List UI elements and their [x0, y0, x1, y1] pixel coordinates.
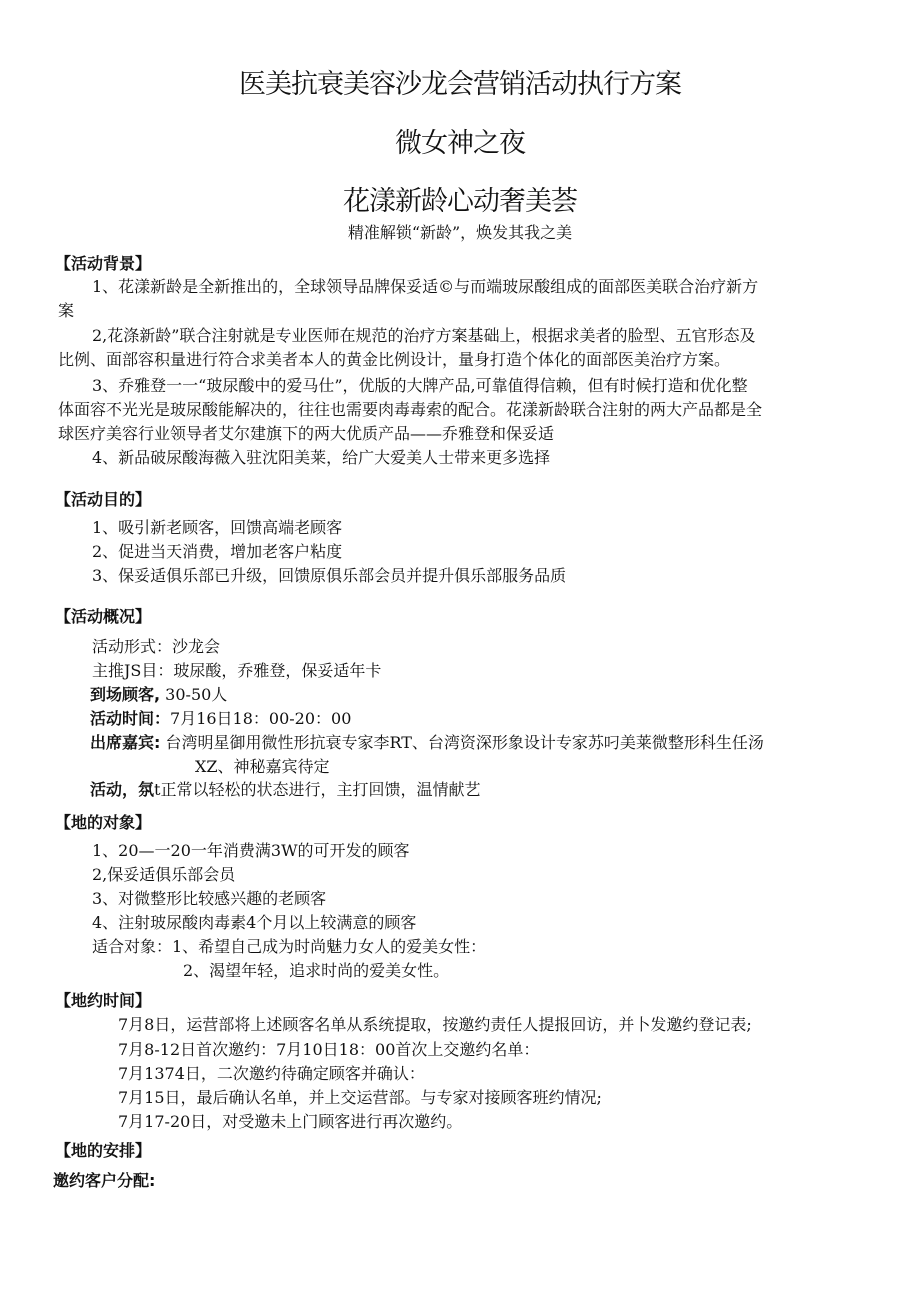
expected-guests-value: 30-50人: [160, 685, 228, 704]
target-item: 2,保妥适俱乐部会员: [92, 865, 236, 884]
purpose-item: 3、保妥适俱乐部已升级，回馈原俱乐部会员并提升俱乐部服务品质: [92, 566, 567, 585]
expected-guests: [90, 684, 227, 706]
suitable-audience-line2: 2、渴望年轻，追求时尚的爱美女性。: [183, 961, 450, 980]
target-item: 3、对微整形比较感兴趣的老顾客: [92, 889, 327, 908]
brand-name: 花漾新龄心动奢美荟: [343, 186, 577, 217]
background-p3-line2: 体面容不光光是玻尿酸能解决的，往往也需要肉毒毒索的配合。花漾新龄联合注射的两大产品都是全: [58, 400, 763, 419]
vip-guests-line1: 台湾明星御用微性形抗衰专家李RT、台湾资深形象设计专家苏叼美莱微整形科生任汤: [160, 733, 764, 752]
background-p1-line1: 1、花漾新龄是全新推出的，全球领导品牌保妥适©与而端玻尿酸组成的面部医美联合治疗新方: [92, 277, 759, 296]
background-heading: 【活动背景】: [55, 254, 152, 273]
suitable-audience-line1: 适合对象：1、希望自己成为时尚魅力女人的爱美女性：: [92, 937, 487, 956]
expected-guests-label: 到场顾客,: [90, 685, 161, 704]
event-form: 活动形式：沙龙会: [92, 637, 221, 656]
background-p3-line1: 3、乔雅登一一“玻尿酸中的爱马仕”，优版的大牌产品,可靠值得信赖，但有时候打造和优化整: [92, 376, 748, 395]
targets-heading: 【地的对象】: [55, 813, 152, 832]
vip-guests-label: 出席嘉宾:: [90, 733, 161, 752]
schedule-item: 7月1374日，二次邀约待确定顾客并确认：: [118, 1064, 425, 1083]
purpose-item: 2、促进当天消费，增加老客户粘度: [92, 542, 343, 561]
background-p2-line2: 比例、面部容积量进行符合求美者本人的黄金比例设计，量身打造个体化的面部医美治疗方案。: [58, 350, 731, 369]
atmosphere: [90, 779, 480, 801]
overview-heading: 【活动概况】: [55, 607, 152, 626]
event-time: [90, 708, 351, 730]
invite-allocation: 邀约客户分配:: [53, 1171, 156, 1190]
background-p1-line2: 案: [58, 301, 75, 320]
schedule-item: 7月15日，最后确认名单，并上交运营部。与专家对接顾客班约情况;: [118, 1088, 602, 1107]
purpose-heading: 【活动目的】: [55, 490, 152, 509]
atmosphere-value: t正常以轻松的状态进行，主打回馈，温情献艺: [154, 780, 481, 799]
background-p2-line1: 2,花涤新龄”联合注射就是专业医师在规范的治疗方案基础上，根据求美者的脸型、五官形态及: [92, 326, 756, 345]
schedule-item: 7月8-12日首次邀约：7月10日18：00首次上交邀约名单：: [118, 1040, 540, 1059]
document-title: 医美抗衰美容沙龙会营销活动执行方案: [239, 69, 681, 100]
purpose-item: 1、吸引新老顾客，回馈高端老顾客: [92, 518, 343, 537]
arrangement-heading: 【地的安排】: [55, 1141, 152, 1160]
target-item: 4、注射玻尿酸肉毒素4个月以上较满意的顾客: [92, 913, 417, 932]
schedule-item: 7月8日，运营部将上述顾客名单从系统提取，按邀约责任人提报回访，并卜发邀约登记表;: [118, 1015, 752, 1034]
schedule-item: 7月17-20日，对受邀未上门顾客进行再次邀约。: [118, 1112, 463, 1131]
vip-guests: [90, 732, 764, 754]
event-time-value: 7月16日18：00-20：00: [170, 709, 352, 728]
atmosphere-label: 活动，氛: [90, 780, 155, 799]
schedule-heading: 【地约时间】: [55, 991, 152, 1010]
target-item: 1、20—一20一年消费满3W的可开发的顾客: [92, 841, 410, 860]
event-name: 微女神之夜: [395, 128, 525, 159]
background-p3-line3: 球医疗美容行业领导者艾尔建旗下的两大优质产品——乔雅登和保妥适: [58, 424, 555, 443]
event-time-label: 活动时间：: [90, 709, 171, 728]
vip-guests-line2: XZ、神秘嘉宾待定: [195, 757, 330, 776]
slogan: 精准解锁“新龄”，焕发其我之美: [347, 223, 573, 242]
background-p4: 4、新品破尿酸海薇入驻沈阳美莱，给广大爱美人士带来更多选择: [92, 448, 551, 467]
featured-products: 主推JS目：玻尿酸，乔雅登，保妥适年卡: [92, 661, 382, 680]
